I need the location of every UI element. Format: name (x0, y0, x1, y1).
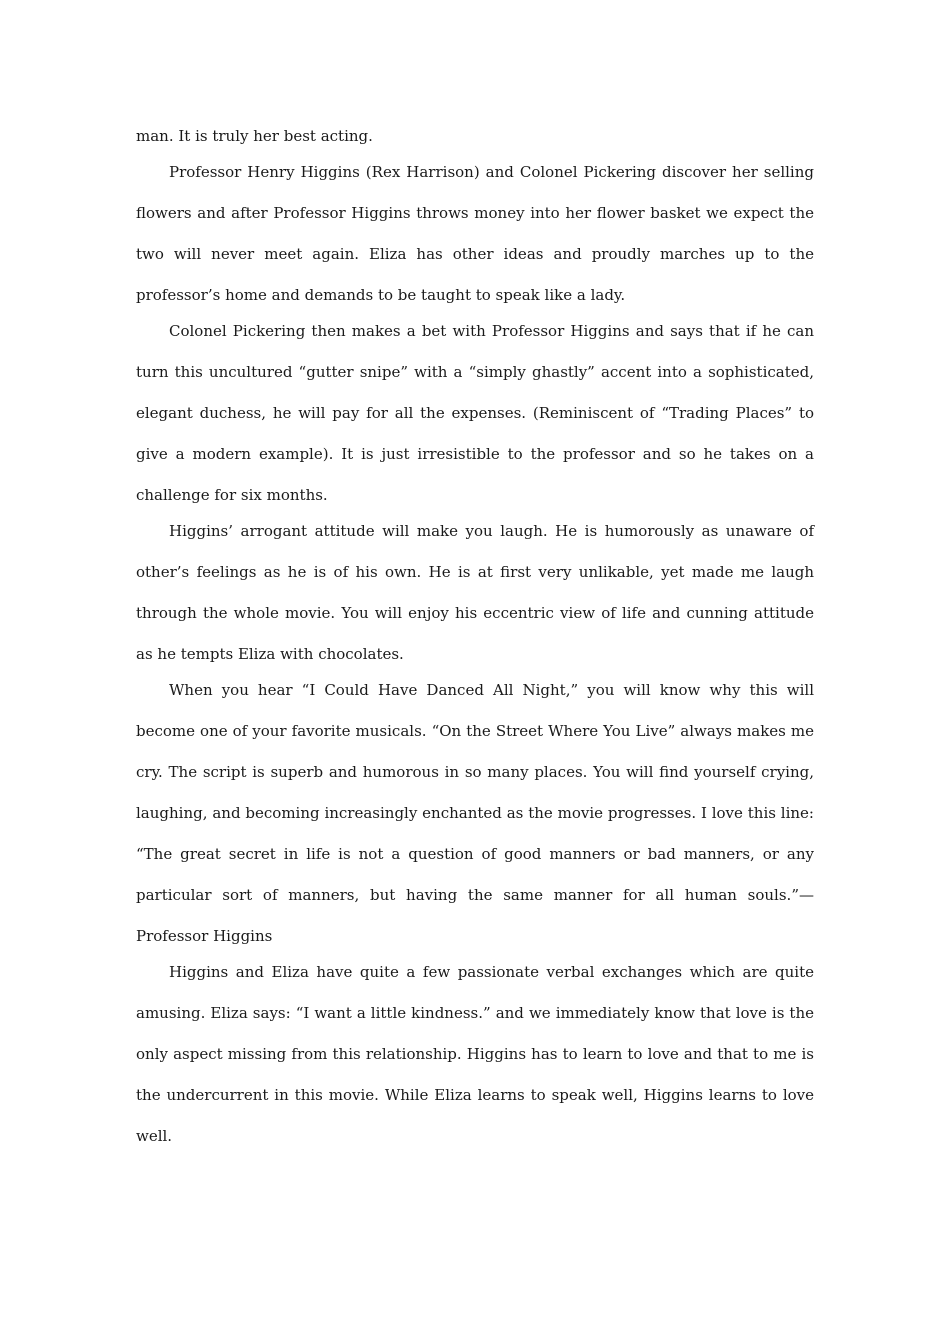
paragraph-4: Higgins’ arrogant attitude will make you laugh. He is humorously as unaware of other’s feelings as he is of his own. He is at first very unlikable, yet made me laugh through the whole movie. You will enjoy his eccentric view of life and cunning attitude as he tempts Eliza with chocolates. (136, 522, 814, 663)
paragraph-1: man. It is truly her best acting. (136, 127, 373, 145)
body-text (136, 116, 814, 1152)
paragraph-6: Higgins and Eliza have quite a few passionate verbal exchanges which are quite amusing. Eliza says: “I want a little kindness.” and we immediately know that love is the only aspect missing from this relationship. Higgins has to learn to love and that to me is the undercurrent in this movie. While Eliza learns to speak well, Higgins learns to love well. (136, 963, 814, 1145)
paragraph-3: Colonel Pickering then makes a bet with Professor Higgins and says that if he can turn this uncultured “gutter snipe” with a “simply ghastly” accent into a sophisticated, elegant duchess, he will pay for all the expenses. (Reminiscent of “Trading Places” to give a modern example). It is just irresistible to the professor and so he takes on a challenge for six months. (136, 322, 814, 504)
paragraph-2: Professor Henry Higgins (Rex Harrison) and Colonel Pickering discover her selling flowers and after Professor Higgins throws money into her flower basket we expect the two will never meet again. Eliza has other ideas and proudly marches up to the professor’s home and demands to be taught to speak like a lady. (136, 163, 814, 304)
paragraph-5: When you hear “I Could Have Danced All Night,” you will know why this will become one of your favorite musicals. “On the Street Where You Live” always makes me cry. The script is superb and humorous in so many places. You will find yourself crying, laughing, and becoming increasingly enchanted as the movie progresses. I love this line: “The great secret in life is not a question of good manners or bad manners, or any particular sort of manners, but having the same manner for all human souls.”—Professor Higgins (136, 681, 814, 945)
